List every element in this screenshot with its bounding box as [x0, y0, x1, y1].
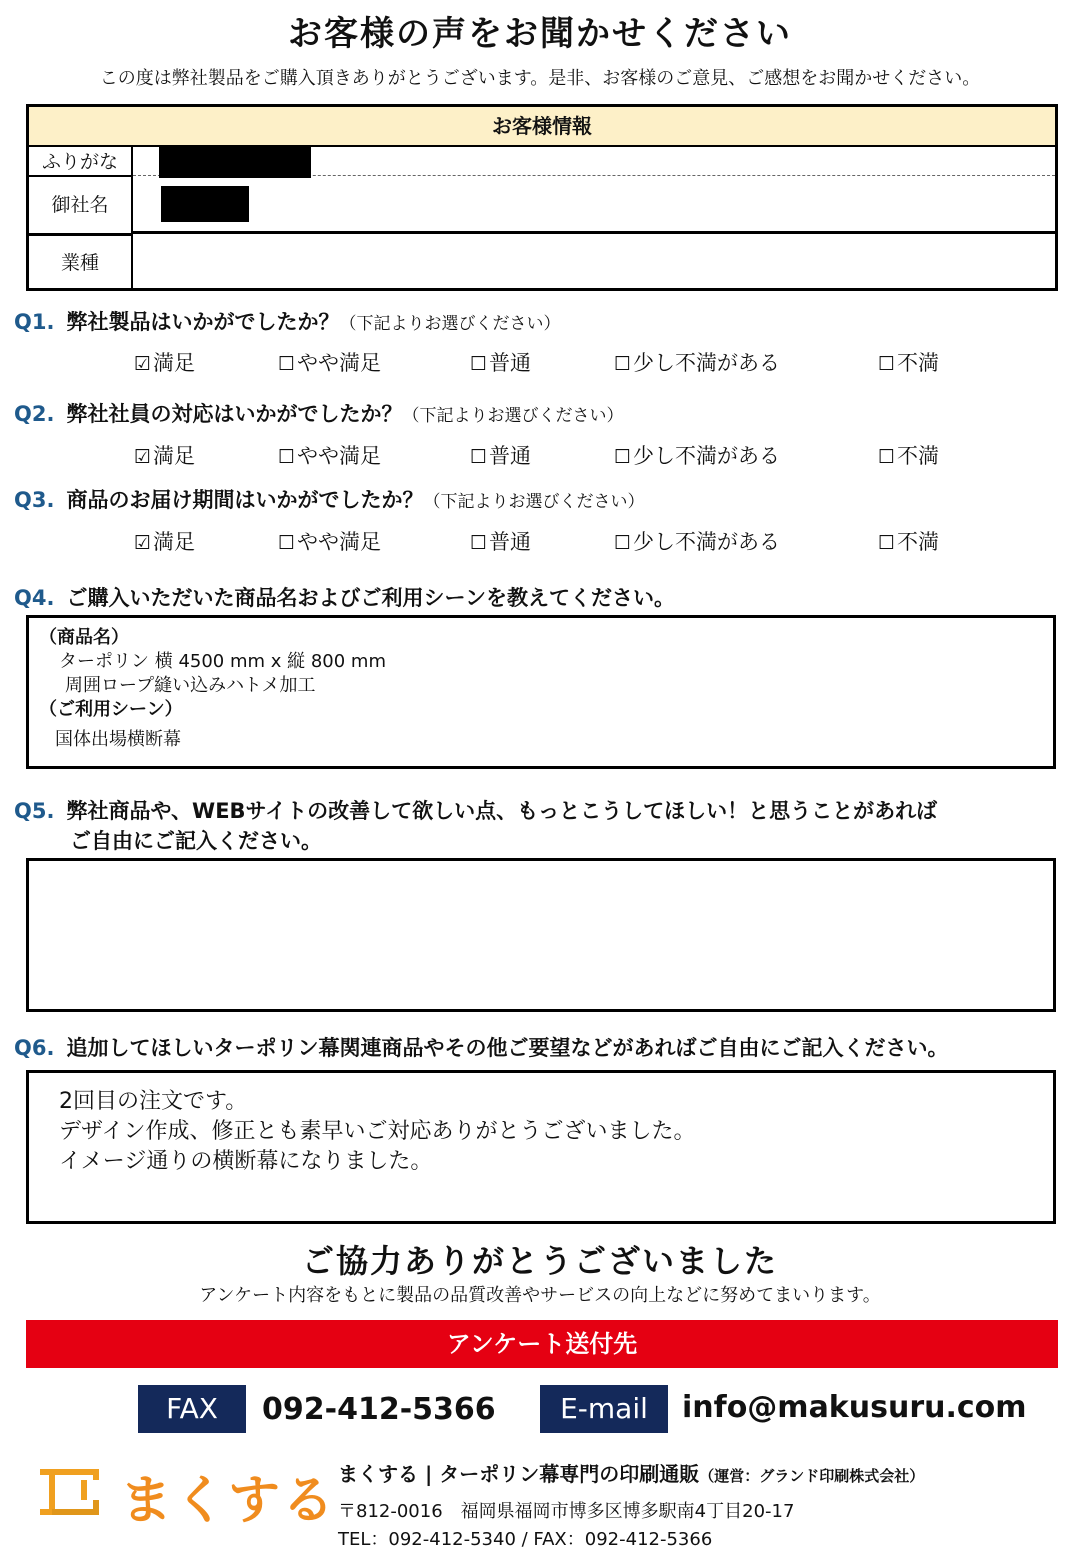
question-2	[14, 398, 623, 428]
checkbox-icon[interactable]: ☐	[614, 446, 632, 468]
send-to-banner: アンケート送付先	[26, 1320, 1058, 1368]
q1-option-4[interactable]	[614, 347, 780, 377]
company-address: 〒812-0016 福岡県福岡市博多区博多駅南4丁目20-17	[338, 1501, 795, 1522]
q6-answer-line1: 2回目の注文です。	[59, 1089, 248, 1114]
q4-scene: 国体出場横断幕	[55, 729, 181, 750]
q2-option-1[interactable]	[134, 440, 195, 470]
q5-answer-box[interactable]	[26, 858, 1056, 1012]
logo-icon	[34, 1466, 106, 1522]
fax-number: 092-412-5366	[262, 1392, 496, 1427]
customer-info-table	[26, 104, 1058, 291]
q1-option-3[interactable]	[470, 347, 531, 377]
q2-option-4[interactable]	[614, 440, 780, 470]
q1-option-5[interactable]	[878, 347, 939, 377]
q4-product-line2: 周囲ロープ縫い込みハトメ加工	[65, 675, 316, 696]
q4-scene-heading: （ご利用シーン）	[39, 699, 183, 720]
email-address[interactable]: info@makusuru.com	[682, 1390, 1027, 1425]
q4-product-line1: ターポリン 横 4500 mm x 縦 800 mm	[59, 651, 387, 672]
option-label: 満足	[153, 530, 196, 554]
option-label: 少し不満がある	[633, 351, 781, 375]
checkbox-icon[interactable]: ☐	[470, 353, 488, 375]
q2-option-5[interactable]	[878, 440, 939, 470]
option-label: 少し不満がある	[633, 530, 781, 554]
checkbox-icon[interactable]: ☐	[614, 532, 632, 554]
email-label: E-mail	[540, 1385, 668, 1433]
company-title: まくする | ターポリン幕専門の印刷通販	[338, 1462, 700, 1486]
option-label: 満足	[153, 351, 196, 375]
checkbox-icon[interactable]: ☐	[878, 446, 896, 468]
thanks-heading: ご協力ありがとうございました	[301, 1242, 778, 1280]
q6-answer-box[interactable]	[26, 1070, 1056, 1224]
q6-number: Q6.	[14, 1036, 55, 1060]
question-1	[14, 306, 560, 336]
option-label: 普通	[489, 444, 532, 468]
q2-option-3[interactable]	[470, 440, 531, 470]
q3-text: 商品のお届け期間はいかがでしたか？	[66, 488, 424, 512]
option-label: 普通	[489, 530, 532, 554]
thanks-subtext: アンケート内容をもとに製品の品質改善やサービスの向上などに努めてまいります。	[199, 1285, 881, 1306]
q1-note: （下記よりお選びください）	[339, 314, 561, 334]
q6-answer-line3: イメージ通りの横断幕になりました。	[59, 1149, 433, 1174]
option-label: 満足	[153, 444, 196, 468]
company-tel-fax: TEL：092-412-5340 / FAX：092-412-5366	[338, 1529, 713, 1550]
q3-option-2[interactable]	[278, 526, 381, 556]
q2-option-2[interactable]	[278, 440, 381, 470]
option-label: 不満	[897, 530, 940, 554]
question-6	[14, 1032, 948, 1062]
q1-text: 弊社製品はいかがでしたか？	[66, 310, 340, 334]
checkbox-icon[interactable]: ☐	[878, 353, 896, 375]
checkbox-icon[interactable]: ☐	[278, 446, 296, 468]
q4-product-heading: （商品名）	[39, 627, 129, 648]
q2-note: （下記よりお選びください）	[402, 406, 624, 426]
checkbox-icon[interactable]: ☐	[614, 353, 632, 375]
q1-option-2[interactable]	[278, 347, 381, 377]
q3-option-1[interactable]	[134, 526, 195, 556]
q6-answer-line2: デザイン作成、修正とも素早いご対応ありがとうございました。	[59, 1119, 696, 1144]
option-label: やや満足	[297, 444, 382, 468]
q1-number: Q1.	[14, 310, 55, 334]
q5-number: Q5.	[14, 799, 55, 823]
option-label: 不満	[897, 444, 940, 468]
q6-text: 追加してほしいターポリン幕関連商品やその他ご要望などがあればご自由にご記入ください。	[66, 1036, 949, 1060]
furigana-label: ふりがな	[29, 147, 133, 177]
q4-number: Q4.	[14, 586, 55, 610]
option-label: 少し不満がある	[633, 444, 781, 468]
q5-text-line2: ご自由にご記入ください。	[70, 829, 322, 853]
company-label: 御社名	[29, 177, 133, 233]
q3-option-3[interactable]	[470, 526, 531, 556]
option-label: やや満足	[297, 530, 382, 554]
checked-checkbox-icon[interactable]: ☑	[134, 532, 152, 554]
q2-text: 弊社社員の対応はいかがでしたか？	[66, 402, 403, 426]
q1-option-1[interactable]	[134, 347, 195, 377]
checkbox-icon[interactable]: ☐	[878, 532, 896, 554]
checked-checkbox-icon[interactable]: ☑	[134, 446, 152, 468]
checked-checkbox-icon[interactable]: ☑	[134, 353, 152, 375]
q3-note: （下記よりお選びください）	[423, 492, 645, 512]
q4-text: ご購入いただいた商品名およびご利用シーンを教えてください。	[66, 586, 676, 610]
redacted-furigana	[159, 146, 311, 178]
fax-label: FAX	[138, 1385, 246, 1433]
checkbox-icon[interactable]: ☐	[278, 353, 296, 375]
logo-text: まくする	[120, 1471, 337, 1531]
company-name	[338, 1458, 924, 1487]
q2-number: Q2.	[14, 402, 55, 426]
option-label: 普通	[489, 351, 532, 375]
question-5	[14, 796, 937, 856]
q3-option-4[interactable]	[614, 526, 780, 556]
question-4	[14, 582, 675, 612]
q4-answer-box[interactable]	[26, 615, 1056, 769]
q3-number: Q3.	[14, 488, 55, 512]
redacted-company	[161, 186, 249, 222]
page-title: お客様の声をお聞かせください	[288, 14, 792, 54]
industry-label: 業種	[29, 233, 133, 288]
industry-field[interactable]	[135, 235, 1053, 285]
q3-option-5[interactable]	[878, 526, 939, 556]
row-divider	[133, 231, 1055, 234]
company-operator: （運営：グランド印刷株式会社）	[699, 1467, 925, 1485]
question-3	[14, 484, 644, 514]
customer-info-heading: お客様情報	[29, 107, 1055, 147]
option-label: 不満	[897, 351, 940, 375]
checkbox-icon[interactable]: ☐	[278, 532, 296, 554]
intro-text: この度は弊社製品をご購入頂きありがとうございます。是非、お客様のご意見、ご感想をお聞かせください。	[99, 68, 981, 89]
option-label: やや満足	[297, 351, 382, 375]
checkbox-icon[interactable]: ☐	[470, 446, 488, 468]
checkbox-icon[interactable]: ☐	[470, 532, 488, 554]
q5-text-line1: 弊社商品や、WEBサイトの改善して欲しい点、もっとこうしてほしい！と思うことがあれば	[66, 799, 938, 823]
